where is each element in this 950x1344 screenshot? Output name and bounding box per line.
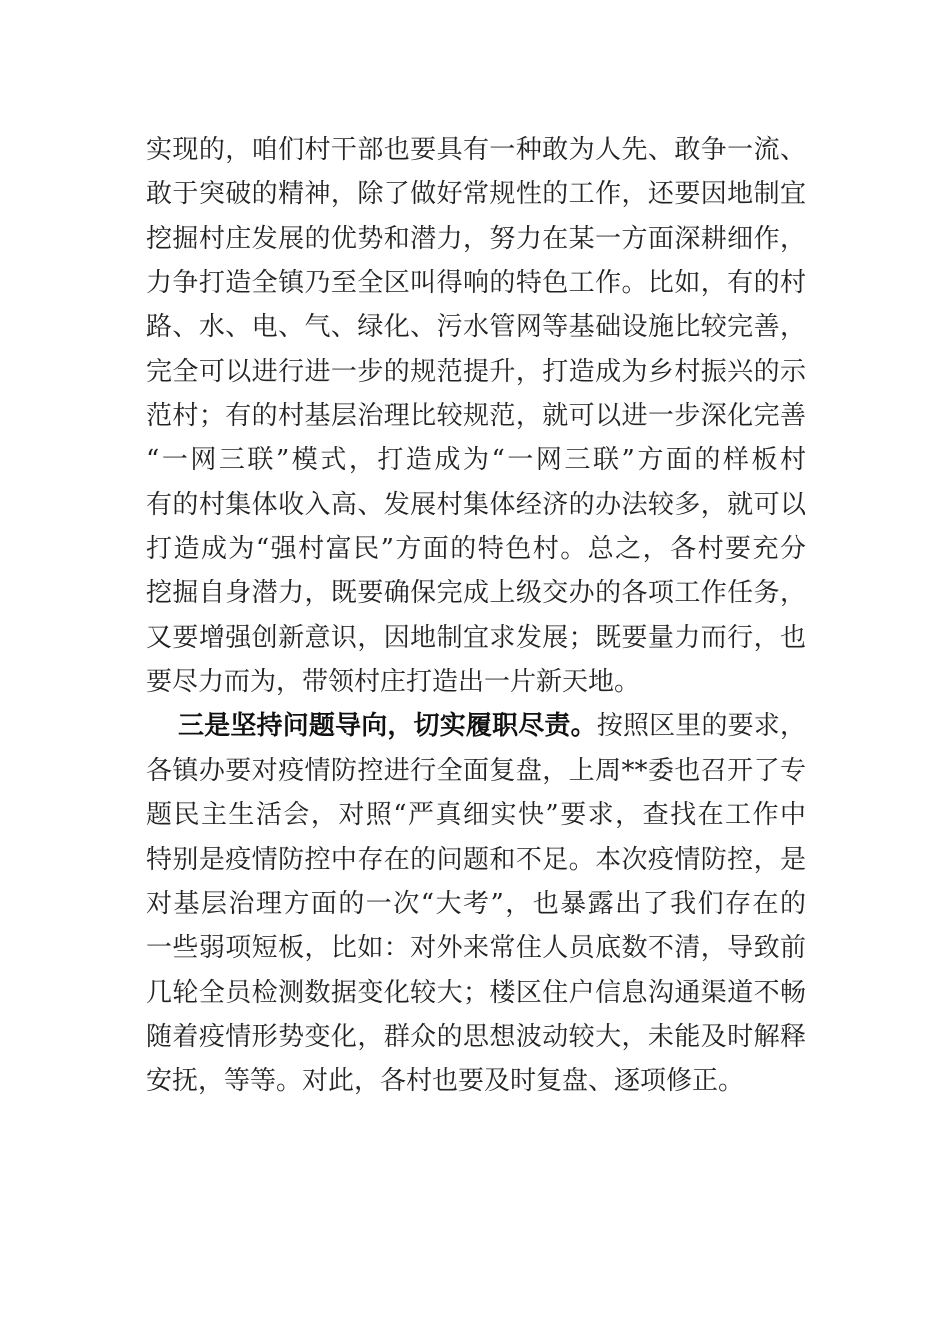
para1-line-13: 要尽力而为，带领村庄打造出一片新天地。 (146, 667, 641, 698)
para1-line-12: 又要增强创新意识，因地制宜求发展；既要量力而行，也 (146, 622, 806, 653)
para1-line-10: 打造成为“强村富民”方面的特色村。总之，各村要充分 (146, 534, 806, 565)
para2-first-rest: 按照区里的要求， (596, 711, 806, 742)
para2-heading: 三是坚持问题导向，切实履职尽责。 (178, 711, 597, 742)
para2-line-2: 各镇办要对疫情防控进行全面复盘，上周**委也召开了专 (146, 755, 806, 786)
para1-line-4: 力争打造全镇乃至全区叫得响的特色工作。比如，有的村 (146, 268, 806, 299)
para1-line-8: “一网三联”模式，打造成为“一网三联”方面的样板村 (146, 445, 806, 476)
para1-line-9: 有的村集体收入高、发展村集体经济的办法较多，就可以 (146, 489, 806, 520)
para2-line-7: 几轮全员检测数据变化较大；楼区住户信息沟通渠道不畅 (146, 977, 806, 1008)
para2-line-6: 一些弱项短板，比如：对外来常住人员底数不清，导致前 (146, 933, 806, 964)
para1-line-11: 挖掘自身潜力，既要确保完成上级交办的各项工作任务， (146, 578, 806, 609)
para1-line-2: 敢于突破的精神，除了做好常规性的工作，还要因地制宜 (146, 179, 806, 210)
para2-line-4: 特别是疫情防控中存在的问题和不足。本次疫情防控，是 (146, 844, 806, 875)
document-body (146, 128, 806, 1104)
para1-line-7: 范村；有的村基层治理比较规范，就可以进一步深化完善 (146, 401, 806, 432)
para2-line-9: 安抚，等等。对此，各村也要及时复盘、逐项修正。 (146, 1066, 745, 1097)
para2-line-5: 对基层治理方面的一次“大考”，也暴露出了我们存在的 (146, 888, 806, 919)
para1-line-5: 路、水、电、气、绿化、污水管网等基础设施比较完善， (146, 312, 806, 343)
para2-line-8: 随着疫情形势变化，群众的思想波动较大，未能及时解释 (146, 1021, 806, 1052)
para1-line-6: 完全可以进行进一步的规范提升，打造成为乡村振兴的示 (146, 356, 806, 387)
para1-line-3: 挖掘村庄发展的优势和潜力，努力在某一方面深耕细作， (146, 223, 806, 254)
para1-line-1: 实现的，咱们村干部也要具有一种敢为人先、敢争一流、 (146, 135, 806, 165)
para2-line-1 (146, 704, 806, 748)
para2-line-3: 题民主生活会，对照“严真细实快”要求，查找在工作中 (146, 800, 806, 831)
